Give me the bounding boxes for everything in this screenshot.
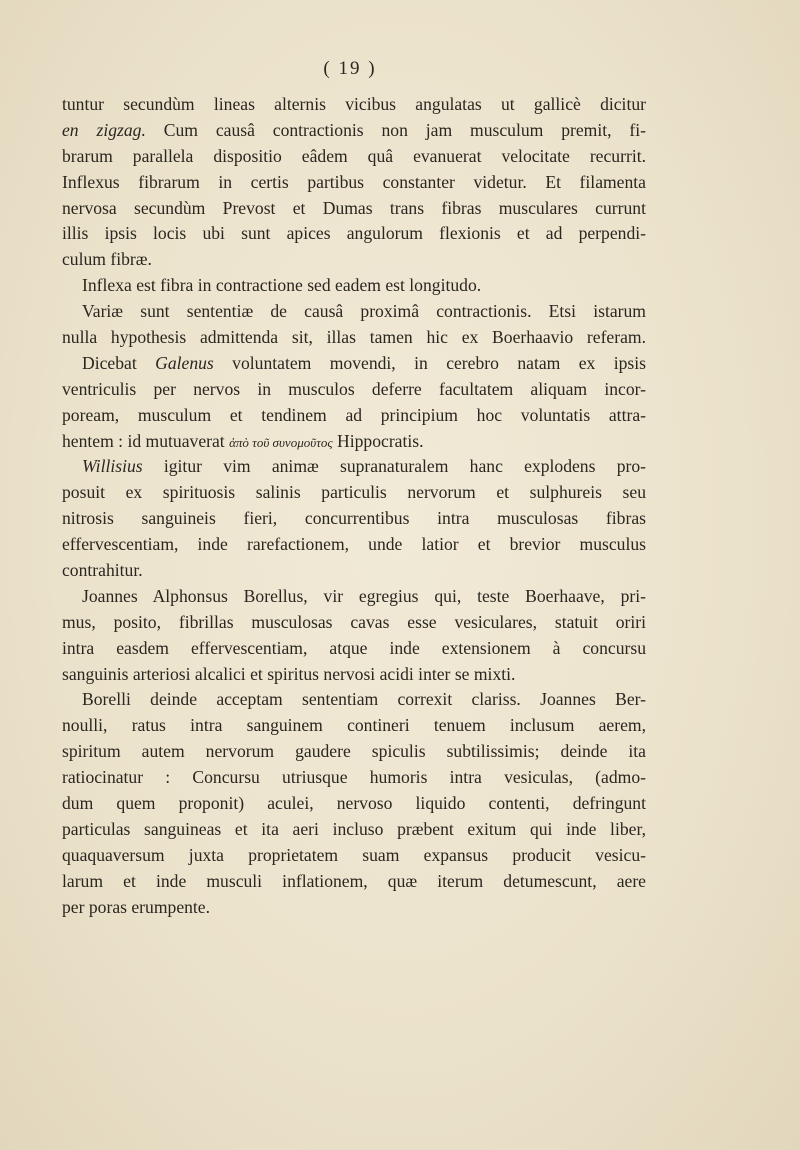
- text-line: [62, 739, 646, 765]
- text-segment: nulla hypothesis admittenda sit, illas tamen hic ex Boerhaavio referam.: [62, 327, 646, 348]
- text-segment: sanguinis arteriosi alcalici et spiritus nervosi acidi inter se mixti.: [62, 663, 516, 684]
- text-segment: contrahitur.: [62, 560, 143, 581]
- text-line: [62, 506, 646, 532]
- page-number: ( 19 ): [323, 58, 377, 79]
- text-segment: noulli, ratus intra sanguinem contineri tenuem inclusum aerem,: [62, 715, 646, 736]
- text-segment: Cum causâ contractionis non jam musculum premit, fi-: [145, 119, 647, 140]
- text-segment: brarum parallela dispositio eâdem quâ evanuerat velocitate recurrit.: [62, 145, 646, 166]
- text-line: [62, 584, 646, 610]
- text-segment: spiritum autem nervorum gaudere spiculis subtilissimis; deinde ita: [62, 741, 646, 762]
- text-line: [62, 273, 646, 299]
- text-line: [62, 817, 646, 843]
- text-segment: nervosa secundùm Prevost et Dumas trans fibras musculares currunt: [62, 197, 646, 218]
- text-line: [62, 610, 646, 636]
- text-line: [62, 765, 646, 791]
- text-segment: dum quem proponit) aculei, nervoso liquido contenti, defringunt: [62, 793, 646, 814]
- text-segment: intra easdem effervescentiam, atque inde extensionem à concursu: [62, 637, 646, 658]
- text-line: [62, 843, 646, 869]
- text-line: [62, 687, 646, 713]
- text-segment: Borelli deinde acceptam sententiam correxit clariss. Joannes Ber-: [82, 689, 646, 710]
- text-segment: culum fibræ.: [62, 249, 152, 270]
- text-line: [62, 895, 646, 921]
- text-segment: Variæ sunt sententiæ de causâ proximâ contractionis. Etsi istarum: [82, 301, 646, 322]
- text-line: [62, 92, 646, 118]
- text-segment: Hippocratis.: [332, 430, 424, 451]
- text-line: [62, 791, 646, 817]
- text-segment: per poras erumpente.: [62, 896, 211, 917]
- text-segment: igitur vim animæ supranaturalem hanc explodens pro-: [142, 456, 646, 477]
- text-line: [62, 247, 646, 273]
- text-segment: quaquaversum juxta proprietatem suam expansus producit vesicu-: [62, 844, 646, 865]
- body-text: [62, 92, 646, 921]
- greek-phrase: ἀπὸ τοῦ συνομοῦτος: [229, 434, 333, 450]
- text-segment: poream, musculum et tendinem ad principium hoc voluntatis attra-: [62, 404, 646, 425]
- text-line: [62, 170, 646, 196]
- text-line: [62, 636, 646, 662]
- text-line: [62, 532, 646, 558]
- text-line: [62, 196, 646, 222]
- text-segment: larum et inde musculi inflationem, quæ iterum detumescunt, aere: [62, 870, 646, 891]
- text-segment: illis ipsis locis ubi sunt apices angulorum flexionis et ad perpendi-: [62, 223, 646, 244]
- text-segment: particulas sanguineas et ita aeri incluso præbent exitum qui inde liber,: [62, 818, 646, 839]
- text-line: [62, 454, 646, 480]
- text-line: [62, 713, 646, 739]
- text-line: [62, 429, 646, 455]
- text-segment: voluntatem movendi, in cerebro natam ex ipsis: [213, 352, 647, 373]
- text-segment: Dicebat: [82, 352, 156, 373]
- text-segment: Inflexa est fibra in contractione sed eadem est longitudo.: [82, 275, 482, 296]
- text-segment: ventriculis per nervos in musculos deferre facultatem aliquam incor-: [62, 378, 646, 399]
- text-line: [62, 351, 646, 377]
- text-line: [62, 403, 646, 429]
- italic-name: en zigzag.: [62, 119, 146, 140]
- text-line: [62, 480, 646, 506]
- text-segment: Inflexus fibrarum in certis partibus constanter videtur. Et filamenta: [62, 171, 646, 192]
- text-segment: tuntur secundùm lineas alternis vicibus angulatas ut gallicè dicitur: [62, 94, 646, 114]
- text-line: [62, 299, 646, 325]
- text-line: [62, 869, 646, 895]
- text-line: [62, 221, 646, 247]
- text-line: [62, 144, 646, 170]
- text-line: [62, 377, 646, 403]
- text-segment: effervescentiam, inde rarefactionem, unde latior et brevior musculus: [62, 534, 646, 555]
- text-segment: posuit ex spirituosis salinis particulis nervorum et sulphureis seu: [62, 482, 646, 503]
- text-line: [62, 325, 646, 351]
- text-line: [62, 118, 646, 144]
- text-segment: mus, posito, fibrillas musculosas cavas esse vesiculares, statuit oriri: [62, 611, 646, 632]
- italic-name: Willisius: [82, 456, 143, 477]
- italic-name: Galenus: [155, 352, 214, 373]
- text-line: [62, 558, 646, 584]
- text-line: [62, 662, 646, 688]
- text-segment: ratiocinatur : Concursu utriusque humoris intra vesiculas, (admo-: [62, 767, 646, 788]
- text-segment: Joannes Alphonsus Borellus, vir egregius qui, teste Boerhaave, pri-: [82, 585, 646, 606]
- text-segment: hentem : id mutuaverat: [62, 430, 230, 451]
- text-segment: nitrosis sanguineis fieri, concurrentibus intra musculosas fibras: [62, 508, 646, 529]
